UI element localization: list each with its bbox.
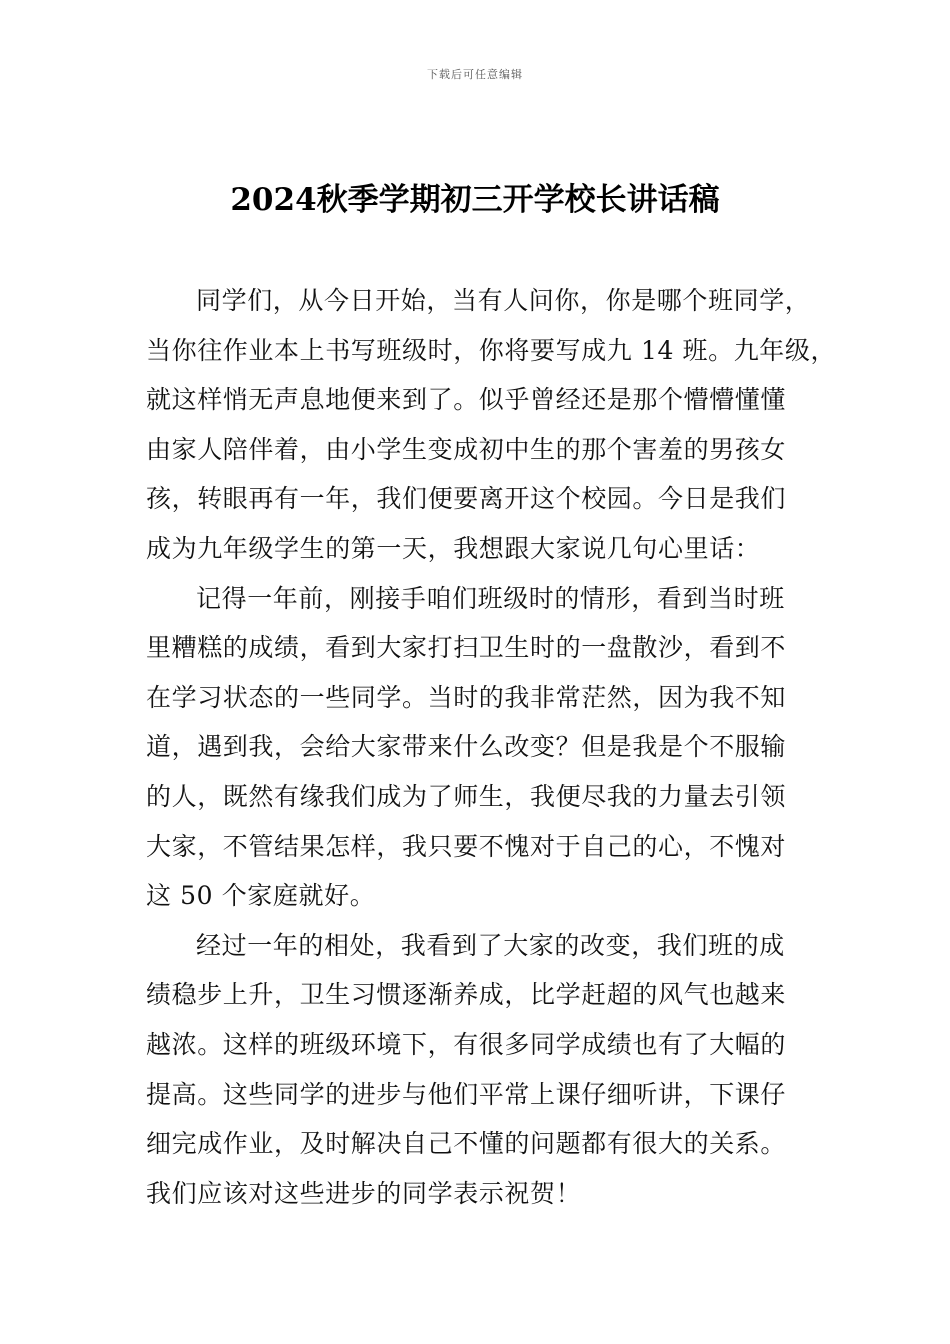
paragraph-2 — [146, 574, 816, 921]
document-body — [146, 276, 837, 1218]
paragraph-line: 在学习状态的一些同学。当时的我非常茫然，因为我不知 — [146, 682, 787, 712]
paragraph-line: 记得一年前，刚接手咱们班级时的情形，看到当时班 — [196, 583, 785, 613]
document-title: 2024秋季学期初三开学校长讲话稿 — [230, 182, 720, 218]
paragraph-line: 成为九年级学生的第一天，我想跟大家说几句心里话： — [146, 533, 761, 563]
paragraph-line: 就这样悄无声息地便来到了。似乎曾经还是那个懵懵懂懂 — [146, 385, 787, 415]
paragraph-line: 经过一年的相处，我看到了大家的改变，我们班的成 — [196, 930, 785, 960]
paragraph-line: 这 50 个家庭就好。 — [146, 881, 376, 911]
paragraph-3 — [146, 921, 816, 1219]
paragraph-line: 提高。这些同学的进步与他们平常上课仔细听讲，下课仔 — [146, 1079, 787, 1109]
paragraph-line: 大家，不管结果怎样，我只要不愧对于自己的心，不愧对 — [146, 831, 787, 861]
paragraph-line: 孩，转眼再有一年，我们便要离开这个校园。今日是我们 — [146, 484, 787, 514]
paragraph-line: 绩稳步上升，卫生习惯逐渐养成，比学赶超的风气也越来 — [146, 980, 787, 1010]
paragraph-line: 的人，既然有缘我们成为了师生，我便尽我的力量去引领 — [146, 781, 787, 811]
paragraph-line: 细完成作业，及时解决自己不懂的问题都有很大的关系。 — [146, 1129, 787, 1159]
paragraph-line: 越浓。这样的班级环境下，有很多同学成绩也有了大幅的 — [146, 1029, 787, 1059]
paragraph-line: 当你往作业本上书写班级时，你将要写成九 14 班。九年级， — [146, 335, 837, 365]
paragraph-line: 道，遇到我，会给大家带来什么改变？但是我是个不服输 — [146, 732, 787, 762]
paragraph-line: 我们应该对这些进步的同学表示祝贺！ — [146, 1178, 582, 1208]
page-header-note: 下载后可任意编辑 — [427, 68, 523, 81]
paragraph-line: 里糟糕的成绩，看到大家打扫卫生时的一盘散沙，看到不 — [146, 633, 787, 663]
paragraph-1 — [146, 276, 837, 574]
paragraph-line: 由家人陪伴着，由小学生变成初中生的那个害羞的男孩女 — [146, 434, 787, 464]
paragraph-line: 同学们，从今日开始，当有人问你，你是哪个班同学， — [196, 286, 811, 315]
